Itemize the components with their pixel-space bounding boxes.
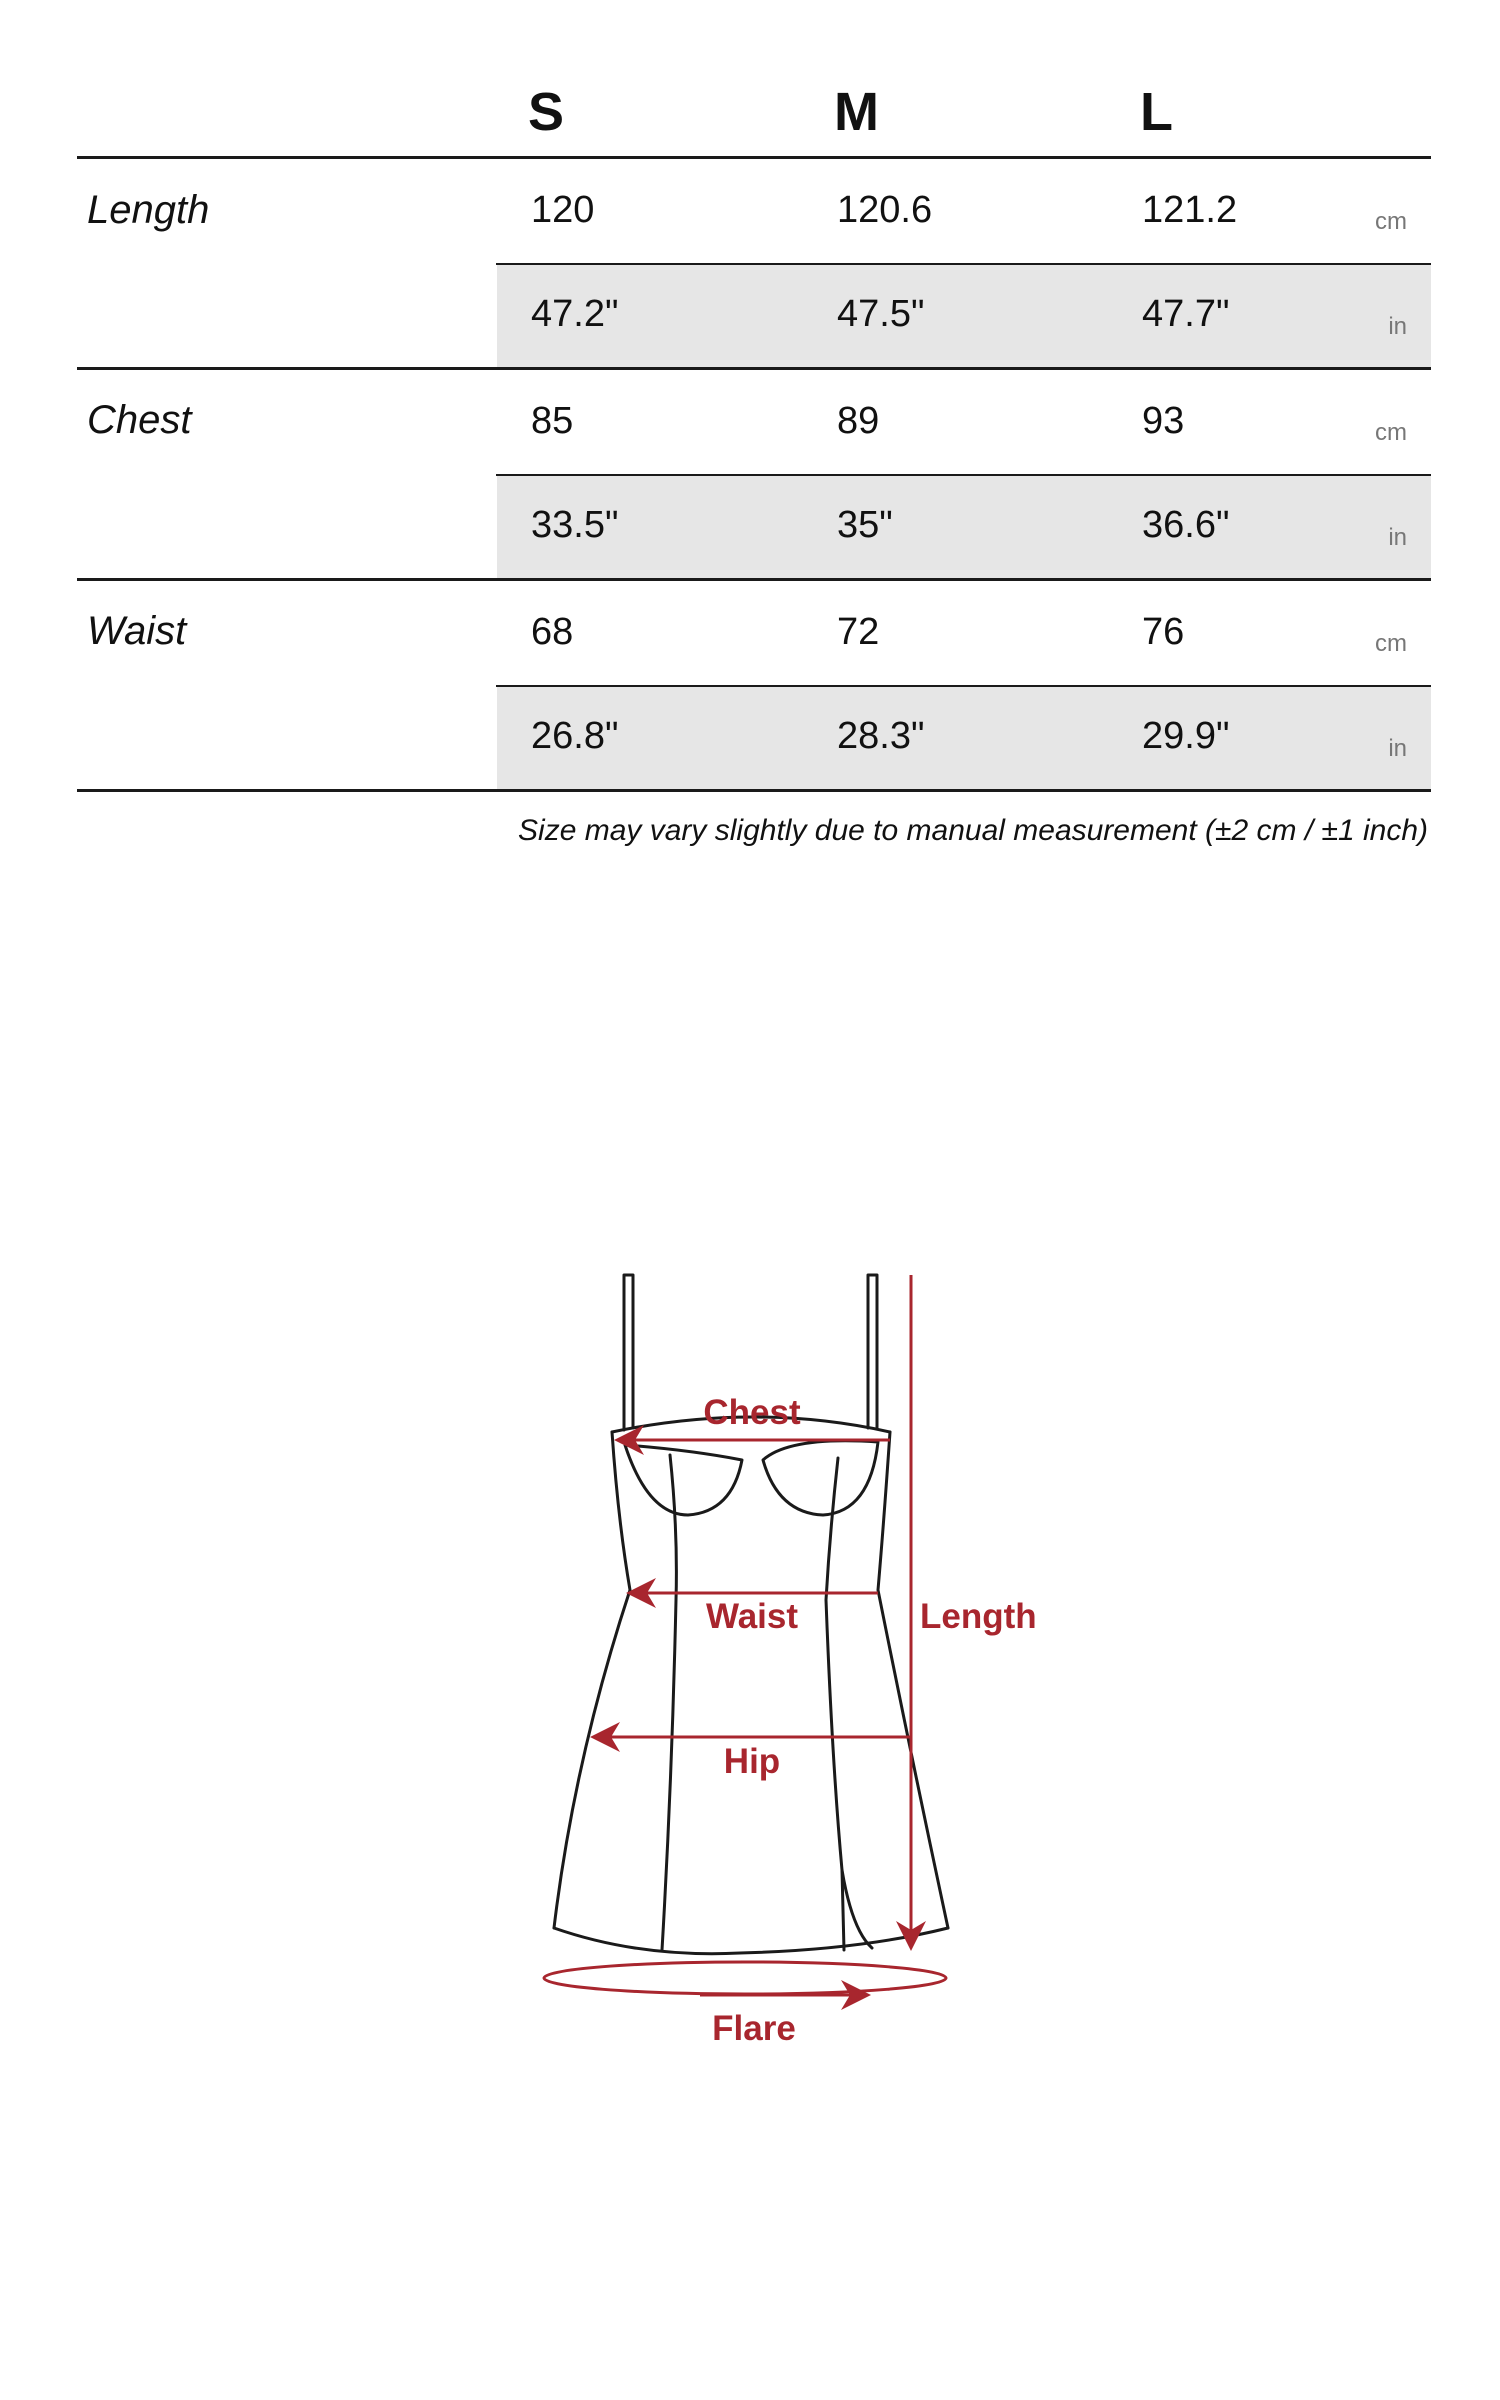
waist-cm-l: 76 xyxy=(1142,611,1185,653)
length-cm-l: 121.2 xyxy=(1142,189,1238,231)
length-cm-unit: cm xyxy=(1375,208,1407,235)
length-in-unit: in xyxy=(1388,313,1407,340)
waist-in-l: 29.9" xyxy=(1142,715,1230,757)
chest-cm-s: 85 xyxy=(531,400,574,442)
left-strap xyxy=(624,1275,633,1430)
left-cup xyxy=(625,1445,742,1515)
right-princess-seam xyxy=(826,1458,844,1950)
slit xyxy=(842,1870,872,1948)
left-side-seam xyxy=(554,1432,630,1928)
chest-measure-label: Chest xyxy=(703,1393,801,1432)
measurement-note: Size may vary slightly due to manual measurement (±2 cm / ±1 inch) xyxy=(518,814,1428,847)
chest-cm-l: 93 xyxy=(1142,400,1185,442)
left-princess-seam xyxy=(662,1455,676,1950)
chest-in-s: 33.5" xyxy=(531,504,619,546)
waist-label: Waist xyxy=(87,609,187,653)
right-strap xyxy=(868,1275,877,1428)
flare-measure-label: Flare xyxy=(712,2009,796,2048)
size-header-m: M xyxy=(834,82,879,142)
length-label: Length xyxy=(87,188,210,232)
right-side-seam xyxy=(878,1432,948,1928)
chest-cm-unit: cm xyxy=(1375,419,1407,446)
right-cup xyxy=(763,1441,878,1515)
waist-measure-label: Waist xyxy=(705,1597,799,1636)
hem xyxy=(554,1928,948,1954)
hip-measure-label: Hip xyxy=(723,1742,781,1781)
length-in-l: 47.7" xyxy=(1142,293,1230,335)
chest-in-unit: in xyxy=(1388,524,1407,551)
length-in-m: 47.5" xyxy=(837,293,925,335)
waist-cm-s: 68 xyxy=(531,611,574,653)
size-header-s: S xyxy=(528,82,565,142)
waist-cm-m: 72 xyxy=(837,611,880,653)
length-in-s: 47.2" xyxy=(531,293,619,335)
waist-in-s: 26.8" xyxy=(531,715,619,757)
waist-in-unit: in xyxy=(1388,735,1407,762)
waist-cm-unit: cm xyxy=(1375,630,1407,657)
size-header-l: L xyxy=(1140,82,1173,142)
chest-in-l: 36.6" xyxy=(1142,504,1230,546)
chest-label: Chest xyxy=(87,398,192,442)
flare-ellipse xyxy=(544,1962,946,1994)
length-measure-label: Length xyxy=(920,1597,1037,1636)
chest-cm-m: 89 xyxy=(837,400,880,442)
length-cm-m: 120.6 xyxy=(837,189,933,231)
chest-in-m: 35" xyxy=(837,504,893,546)
waist-in-m: 28.3" xyxy=(837,715,925,757)
length-cm-s: 120 xyxy=(531,189,595,231)
